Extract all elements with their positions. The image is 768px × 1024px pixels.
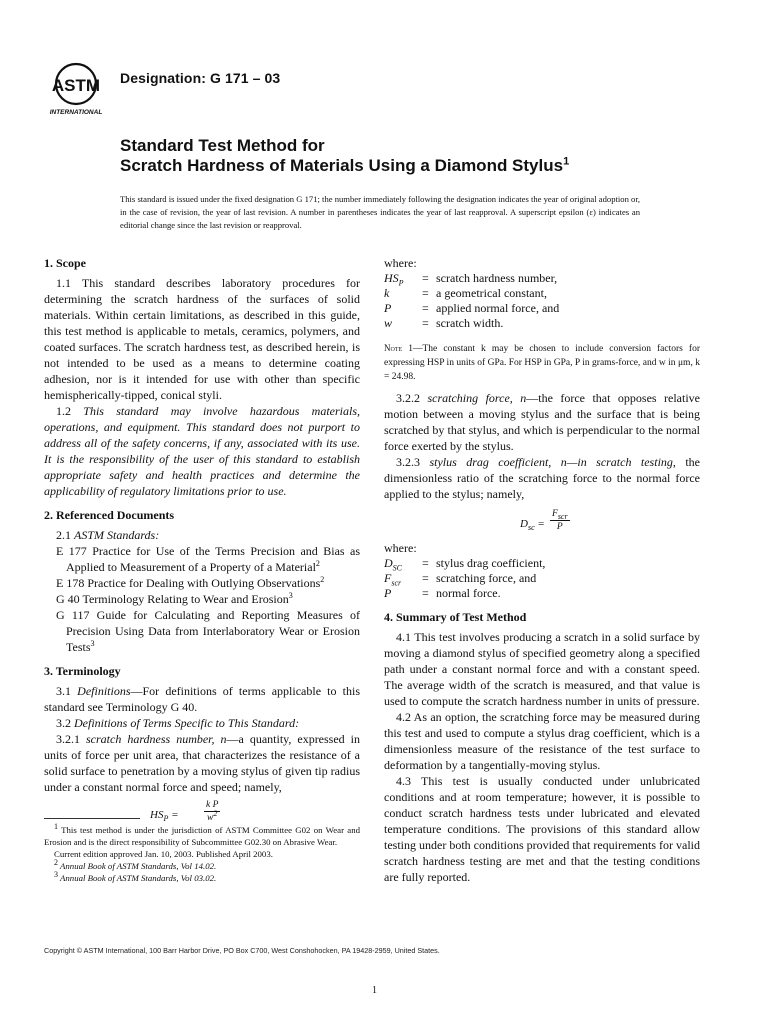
title-line-2: Scratch Hardness of Materials Using a Diamond Stylus$^1$: [120, 155, 570, 175]
astm-logo: [44, 62, 116, 118]
svg-text:ASTM: ASTM: [51, 76, 101, 95]
where-list-2: [384, 556, 545, 601]
footnote-1b: Current edition approved Jan. 10, 2003. Published April 2003.: [54, 849, 273, 859]
issuance-note: This standard is issued under the fixed designation G 171; the number immediately following the designation indicates the year of original adoption or, in the case of revision, the year of last revision. A number in parentheses indicates the year of last reapproval. A superscript epsilon (ε) indicates an editorial change since the last revision or reapproval.: [120, 194, 640, 230]
paragraph-4-2: 4.2 As an option, the scratching force may be measured during this test and used to compute a stylus drag coefficient, which is a dimensionless measure of the resistance of the test surface to deformation by a tangentially-moving stylus.: [384, 710, 700, 772]
where-label: where:: [384, 256, 417, 270]
paragraph-3-2-2: 3.2.2 scratching force, n—the force that opposes relative motion between a moving stylus and the surface that is being scratched by that stylus, and which is perpendicular to the normal force exerted by the stylus.: [384, 391, 700, 453]
paragraph-1-1: 1.1 This standard describes laboratory procedures for determining the scratch hardness of the surfaces of solid materials. Within certain limitations, as described in this guide, this test method is applicable to metals, ceramics, polymers, and coated surfaces. The scratch hardness test, as described herein, is not intended to be used as a means to determine coating adhesion, nor is it intended for use with other than specific hemispherically-tipped, conical styli.: [44, 276, 360, 402]
paragraph-3-2-1: 3.2.1 scratch hardness number, n—a quantity, expressed in units of force per unit area, that characterizes the resistance of a solid surface to penetration by a moving stylus of given tip radius under a constant normal force and speed; namely,: [44, 732, 360, 794]
formula-1-fraction: k P $w^2$: [206, 800, 219, 823]
paragraph-4-3: 4.3 This test is usually conducted under unlubricated conditions and at room temperature; however, it is possible to conduct scratch hardness tests under lubricated and elevated temperature conditions. The provisions of this standard allow testing under both conditions provided that requirements for valid scratch hardness testing are met and that the testing conditions are fully reported.: [384, 774, 700, 884]
footnote-rule: [44, 818, 140, 819]
reference-item: G 40 Terminology Relating to Wear and Erosion$^3$: [56, 591, 293, 606]
paragraph-3-1: 3.1 Definitions—For definitions of terms applicable to this standard see Terminology G 40.: [44, 684, 361, 714]
where-row: w = scratch width.: [384, 316, 504, 330]
where-label-2: where:: [384, 541, 417, 555]
footnotes: [44, 824, 360, 884]
copyright-footer: Copyright © ASTM International, 100 Barr Harbor Drive, PO Box C700, West Conshohocken, PA 19428-2959, United States.: [44, 946, 440, 955]
title-line-1: Standard Test Method for: [120, 136, 325, 155]
paragraph-3-2: 3.2 Definitions of Terms Specific to This Standard:: [56, 716, 300, 730]
paragraph-2-1: 2.1 ASTM Standards:: [56, 528, 160, 542]
right-column: [384, 255, 700, 885]
section-4-heading: 4. Summary of Test Method: [384, 610, 527, 624]
left-column: [44, 255, 360, 829]
page-number: 1: [372, 985, 377, 996]
section-3-heading: 3. Terminology: [44, 664, 121, 678]
note-1: Note 1—The constant k may be chosen to include conversion factors for expressing HSP in units of GPa. For HSP in GPa, P in grams-force, and w in μm, k = 24.98.: [384, 343, 700, 382]
where-row: $F_{scr}$ = scratching force, and: [384, 571, 537, 588]
where-row: P = applied normal force, and: [384, 301, 560, 315]
where-row: $HS_P$ = scratch hardness number,: [384, 271, 558, 288]
logo-caption: INTERNATIONAL: [49, 109, 103, 116]
paragraph-1-2: 1.2 This standard may involve hazardous materials, operations, and equipment. This standard does not purport to address all of the safety concerns, if any, associated with its use. It is the responsibility of the user of this standard to establish appropriate safety and health practices and determine the applicability of regulatory limitations prior to use.: [44, 404, 360, 498]
paragraph-4-1: 4.1 This test involves producing a scratch in a solid surface by moving a diamond stylus of specified geometry along a specified path under a constant normal force and with a constant speed. The average width of the scratch is measured, and that value is used to compute the scratch hardness number in units of pressure.: [384, 630, 700, 708]
formula-1-lhs: $HS_P$ =: [150, 809, 179, 824]
where-row: $D_{SC}$ = stylus drag coefficient,: [384, 556, 546, 573]
designation: Designation: G 171 – 03: [120, 70, 281, 86]
document-title: [120, 136, 569, 176]
section-2-heading: 2. Referenced Documents: [44, 508, 175, 522]
reference-item: E 177 Practice for Use of the Terms Precision and Bias as Applied to Measurement of a Property of a Material$^2$: [56, 544, 360, 574]
formula-drag-coefficient: [384, 502, 700, 540]
section-1-heading: 1. Scope: [44, 256, 86, 270]
formula-2-fraction: $F_{scr}$ P: [552, 509, 568, 532]
footnote-3: $^3$ Annual Book of ASTM Standards, Vol 03.02.: [54, 870, 217, 883]
footnote-2: $^2$ Annual Book of ASTM Standards, Vol 14.02.: [54, 858, 217, 871]
where-row: k = a geometrical constant,: [384, 286, 547, 300]
formula-2-lhs: $D_{sc}$ =: [520, 518, 545, 533]
footnote-1: $^1$ This test method is under the jurisdiction of ASTM Committee G02 on Wear and Erosion and is the direct responsibility of Subcommittee G02.30 on Abrasive Wear.: [44, 822, 360, 847]
where-list-1: [384, 271, 559, 331]
where-row: P = normal force.: [384, 586, 501, 600]
reference-item: G 117 Guide for Calculating and Reporting Measures of Precision Using Data from Interlaboratory Wear or Erosion Tests$^3$: [56, 608, 360, 654]
paragraph-3-2-3: 3.2.3 stylus drag coefficient, n—in scratch testing, the dimensionless ratio of the scratching force to the normal force applied to the stylus; namely,: [384, 455, 700, 501]
reference-item: E 178 Practice for Dealing with Outlying Observations$^2$: [56, 575, 325, 590]
